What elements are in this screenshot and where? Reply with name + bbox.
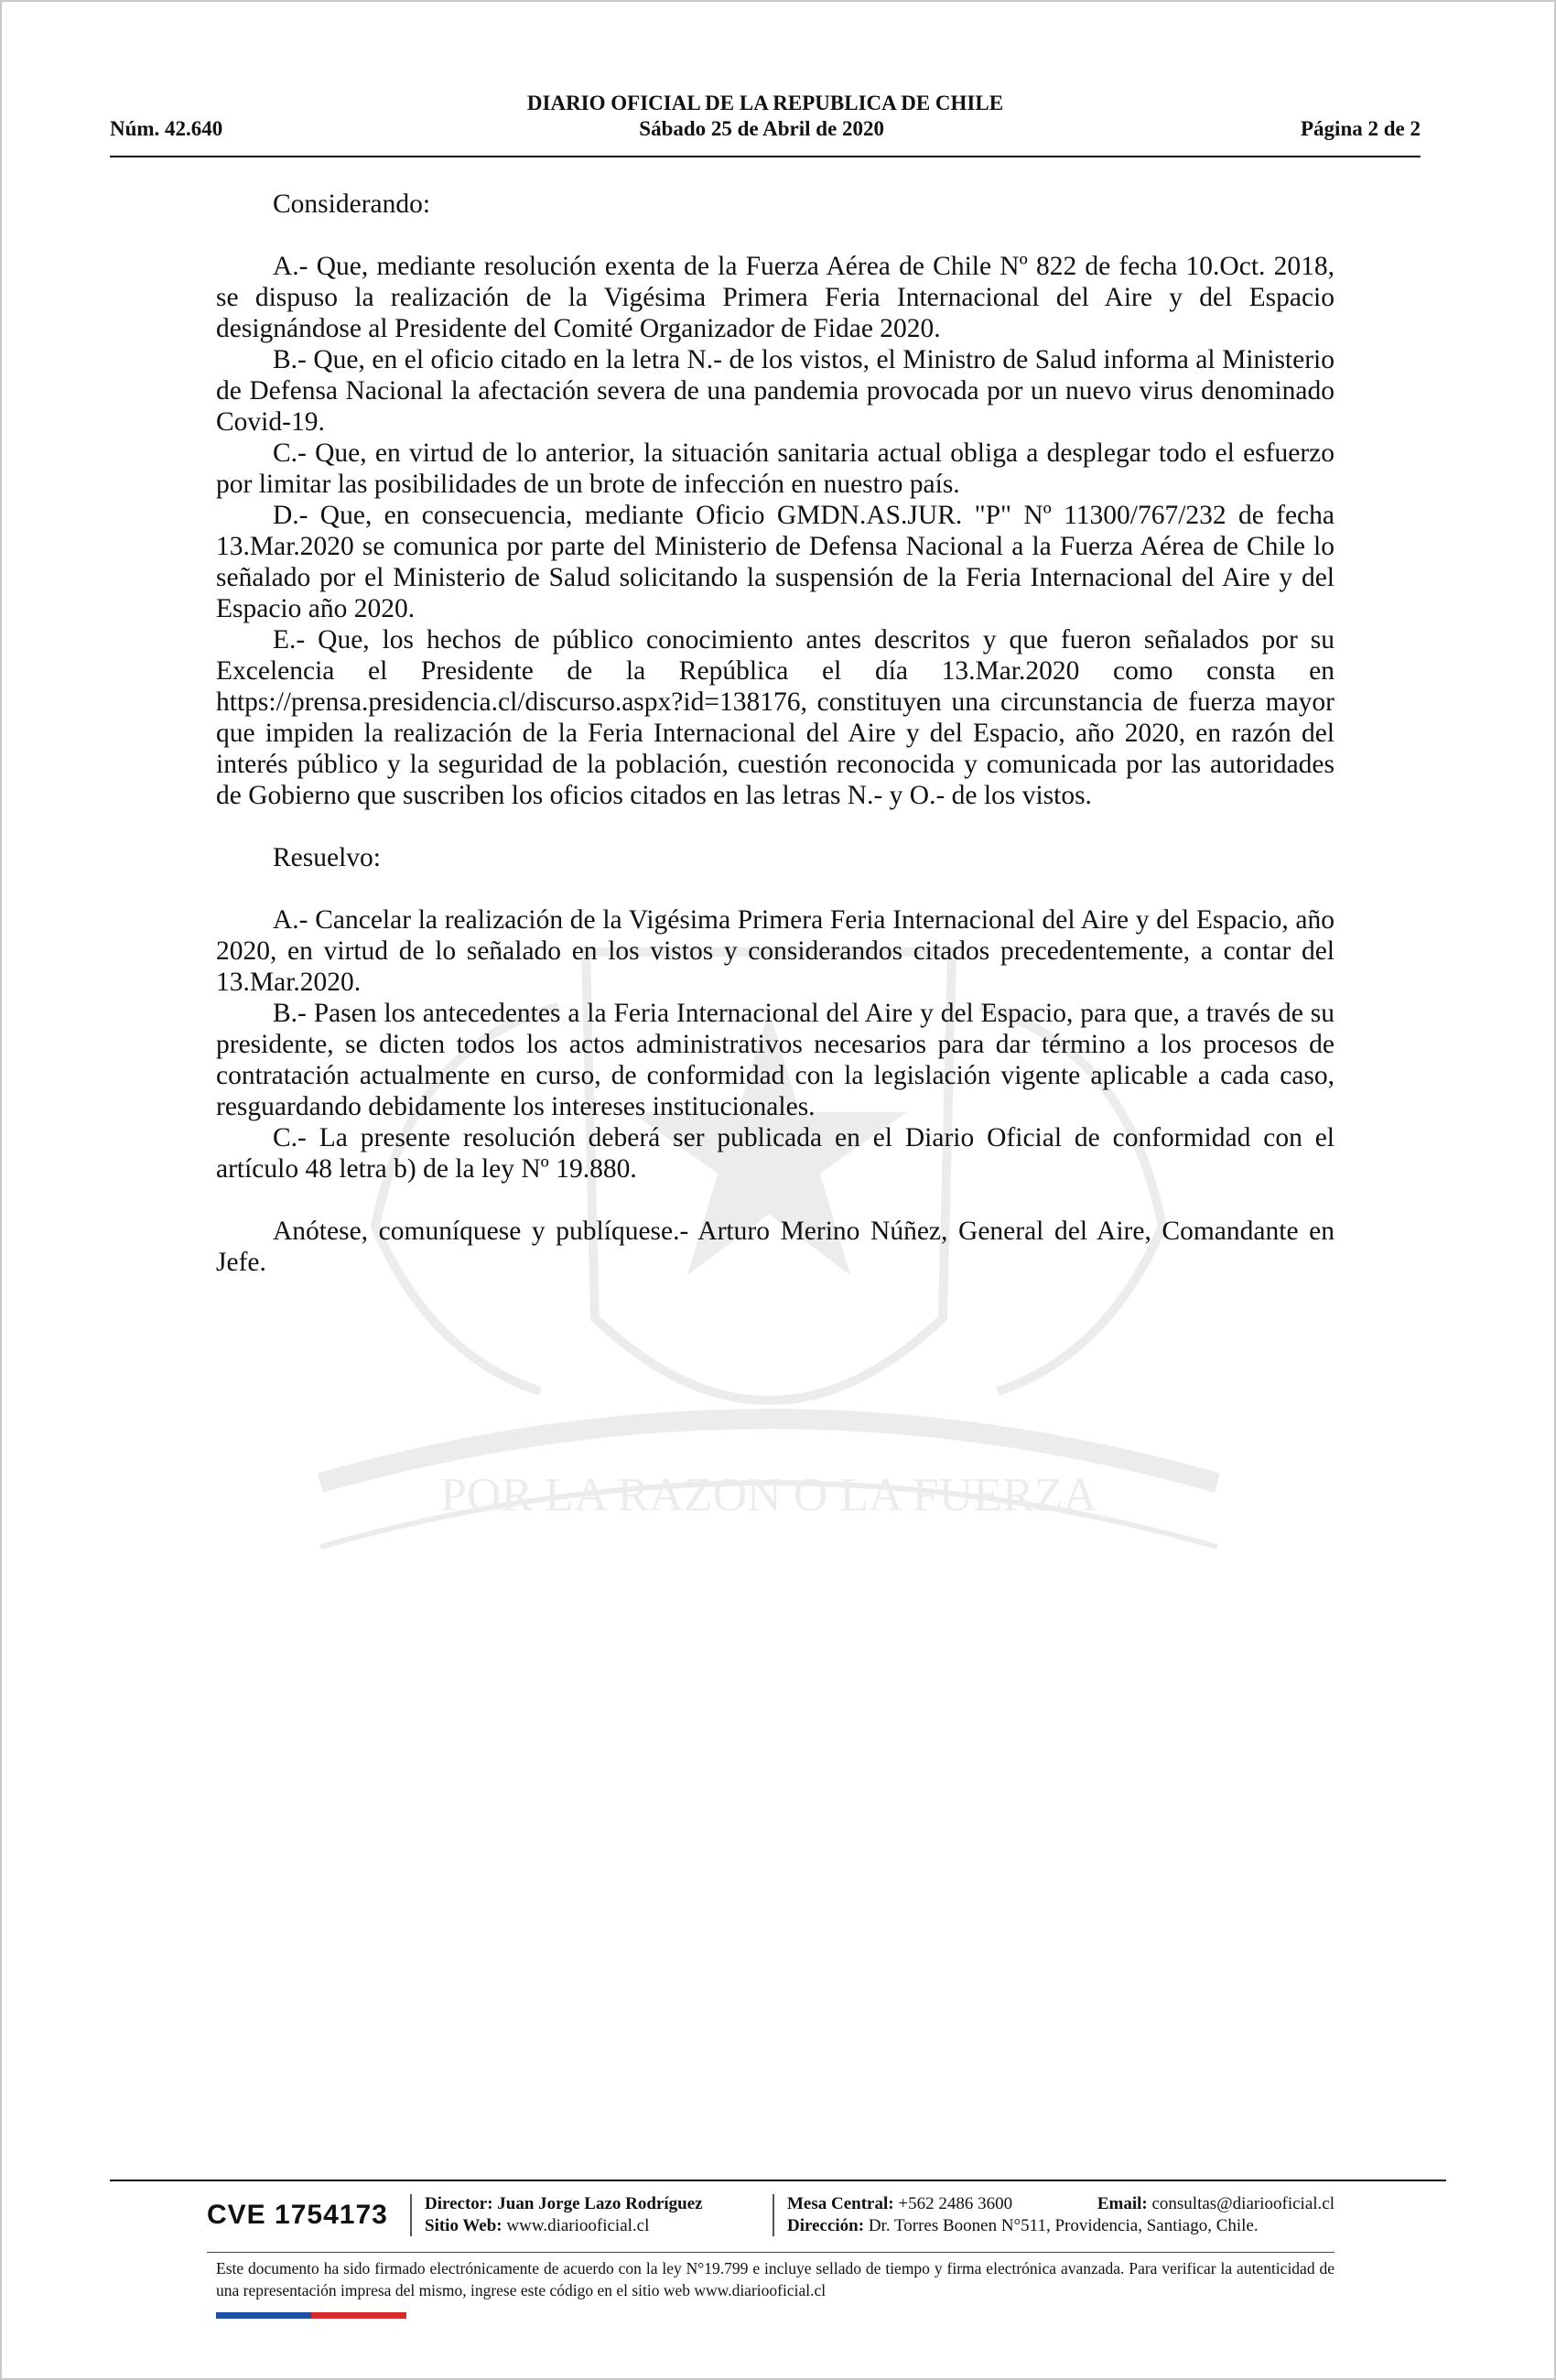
resuelvo-a: A.- Cancelar la realización de la Vigésima Primera Feria Internacional del Aire y del Espacio, año 2020, en virtud de lo señalado en los vistos y considerandos citados precedentemente, a contar del 13.Mar.2020. — [216, 905, 1334, 997]
site-label: Sitio Web: — [425, 2216, 502, 2235]
email-label: Email: — [1097, 2194, 1148, 2213]
flag-color-bar — [216, 2312, 406, 2319]
document-body — [216, 189, 1334, 1278]
resuelvo-b: B.- Pasen los antecedentes a la Feria Internacional del Aire y del Espacio, para que, a través de su presidente, se dicten todos los actos administrativos necesarios para dar término a los procesos de contratación actualmente en curso, de conformidad con la legislación vigente aplicable a cada caso, resguardando debidamente los intereses institucionales. — [216, 999, 1334, 1121]
closing-signature: Anótese, comuníquese y publíquese.- Arturo Merino Núñez, General del Aire, Comandante en Jefe. — [216, 1217, 1334, 1277]
header-row — [110, 117, 1421, 141]
site-link[interactable]: www.diariooficial.cl — [506, 2216, 650, 2235]
issue-date: Sábado 25 de Abril de 2020 — [639, 117, 885, 140]
email-link[interactable]: consultas@diariooficial.cl — [1151, 2194, 1334, 2213]
footer-divider-top — [110, 2180, 1446, 2181]
address-label: Dirección: — [787, 2216, 865, 2235]
considerando-b: B.- Que, en el oficio citado en la letra N.- de los vistos, el Ministro de Salud informa al Ministerio de Defensa Nacional la afectación severa de una pandemia provocada por un nuevo virus denominado Covid-19. — [216, 345, 1334, 437]
director-label: Director: — [425, 2194, 493, 2213]
page-header — [110, 92, 1421, 141]
considerando-heading: Considerando: — [273, 189, 431, 219]
resuelvo-c: C.- La presente resolución deberá ser publicada en el Diario Oficial de conformidad con el artículo 48 letra b) de la ley Nº 19.880. — [216, 1123, 1334, 1184]
resuelvo-heading: Resuelvo: — [273, 843, 381, 872]
considerando-a: A.- Que, mediante resolución exenta de la Fuerza Aérea de Chile Nº 822 de fecha 10.Oct. 2018, se dispuso la realización de la Vigésima Primera Feria Internacional del Aire y del Espacio designándose al Presidente del Comité Organizador de Fidae 2020. — [216, 252, 1334, 343]
page-indicator: Página 2 de 2 — [1301, 117, 1421, 140]
header-divider — [110, 156, 1421, 157]
footer-separator — [410, 2194, 412, 2236]
director-name: Juan Jorge Lazo Rodríguez — [497, 2194, 703, 2213]
phone-label: Mesa Central: — [787, 2194, 894, 2213]
phone-number: +562 2486 3600 — [898, 2194, 1013, 2213]
footer-divider-bottom — [207, 2252, 1334, 2253]
considerando-c: C.- Que, en virtud de lo anterior, la situación sanitaria actual obliga a desplegar todo el esfuerzo por limitar las posibilidades de un brote de infección en nuestro país. — [216, 438, 1334, 499]
flag-blue-segment — [216, 2312, 311, 2319]
flag-red-segment — [311, 2312, 406, 2319]
footer-director-block — [425, 2193, 763, 2237]
footer-contact-block — [787, 2193, 1334, 2237]
considerando-d: D.- Que, en consecuencia, mediante Oficio GMDN.AS.JUR. "P" Nº 11300/767/232 de fecha 13.Mar.2020 se comunica por parte del Ministerio de Defensa Nacional a la Fuerza Aérea de Chile lo señalado por el Ministerio de Salud solicitando la suspensión de la Feria Internacional del Aire y del Espacio año 2020. — [216, 501, 1334, 623]
footer-separator — [773, 2194, 774, 2236]
address-value: Dr. Torres Boonen N°511, Providencia, Santiago, Chile. — [868, 2216, 1259, 2235]
electronic-signature-notice: Este documento ha sido firmado electrónicamente de acuerdo con la ley N°19.799 e incluye sellado de tiempo y firma electrónica avanzada. Para verificar la autenticidad de una representación impresa del mismo, ingrese este código en el sitio web www.diariooficial.cl — [216, 2259, 1334, 2299]
cve-code: CVE 1754173 — [207, 2200, 388, 2230]
watermark-motto: POR LA RAZON O LA FUERZA — [440, 1469, 1097, 1521]
newspaper-title: DIARIO OFICIAL DE LA REPUBLICA DE CHILE — [526, 92, 1004, 114]
considerando-e: E.- Que, los hechos de público conocimiento antes descritos y que fueron señalados por su Excelencia el Presidente de la República el día 13.Mar.2020 como consta en https://prensa.presidencia.cl/discurso.aspx?id=138176, constituyen una circunstancia de fuerza mayor que impiden la realización de la Feria Internacional del Aire y del Espacio, año 2020, en razón del interés público y la seguridad de la población, cuestión reconocida y comunicada por las autoridades de Gobierno que suscriben los oficios citados en las letras N.- y O.- de los vistos. — [216, 625, 1334, 810]
page-footer — [207, 2190, 1334, 2241]
issue-number: Núm. 42.640 — [110, 117, 223, 140]
